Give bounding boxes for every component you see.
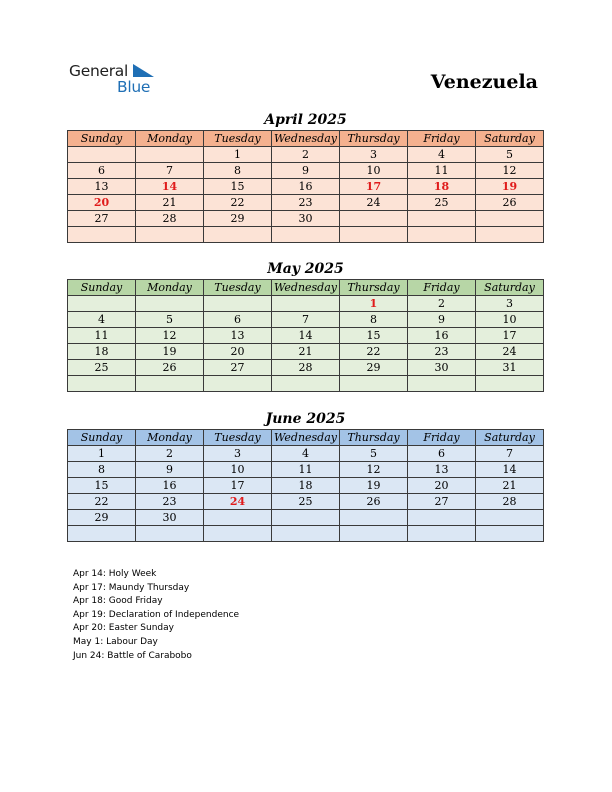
day-cell: 4 [408,147,476,163]
day-cell [136,227,204,243]
day-cell [476,510,544,526]
week-row [68,296,544,312]
day-cell: 20 [68,195,136,211]
day-cell: 17 [204,478,272,494]
day-cell: 23 [136,494,204,510]
week-row [68,494,544,510]
holiday-item: Apr 18: Good Friday [73,596,163,607]
day-cell: 25 [68,360,136,376]
day-cell: 28 [476,494,544,510]
day-cell: 6 [68,163,136,179]
day-cell: 14 [272,328,340,344]
weekday-header: Tuesday [204,131,272,147]
day-cell [476,211,544,227]
week-row [68,510,544,526]
weekday-header: Wednesday [272,131,340,147]
day-cell: 3 [340,147,408,163]
logo-text-general: General [69,62,128,80]
day-cell: 30 [272,211,340,227]
day-cell: 24 [204,494,272,510]
holiday-item: Apr 17: Maundy Thursday [73,582,190,593]
day-cell: 11 [408,163,476,179]
day-cell [340,211,408,227]
day-cell: 26 [340,494,408,510]
day-cell: 12 [136,328,204,344]
weekday-header: Wednesday [272,430,340,446]
day-cell: 2 [272,147,340,163]
month-grid [67,130,544,243]
day-cell: 7 [136,163,204,179]
day-cell [68,526,136,542]
day-cell [340,376,408,392]
day-cell: 14 [136,179,204,195]
day-cell: 8 [204,163,272,179]
day-cell: 10 [476,312,544,328]
day-cell [272,526,340,542]
day-cell: 30 [408,360,476,376]
day-cell: 15 [340,328,408,344]
day-cell: 21 [272,344,340,360]
day-cell: 5 [136,312,204,328]
day-cell [272,510,340,526]
month-may [67,259,544,392]
day-cell: 12 [476,163,544,179]
day-cell [408,510,476,526]
holiday-item: May 1: Labour Day [73,636,158,647]
day-cell: 4 [272,446,340,462]
day-cell [340,526,408,542]
day-cell: 8 [340,312,408,328]
day-cell [408,376,476,392]
day-cell: 29 [340,360,408,376]
country-title: Venezuela [430,71,538,93]
day-cell: 20 [408,478,476,494]
day-cell [136,296,204,312]
day-cell: 5 [340,446,408,462]
week-row [68,526,544,542]
day-cell: 15 [68,478,136,494]
day-cell [408,227,476,243]
day-cell: 10 [204,462,272,478]
weekday-header: Sunday [68,280,136,296]
day-cell: 28 [272,360,340,376]
day-cell [408,211,476,227]
day-cell: 20 [204,344,272,360]
day-cell [204,376,272,392]
day-cell [68,296,136,312]
day-cell: 17 [340,179,408,195]
weekday-header: Tuesday [204,280,272,296]
day-cell [272,296,340,312]
day-cell [204,526,272,542]
week-row [68,312,544,328]
week-row [68,211,544,227]
day-cell: 25 [272,494,340,510]
weekday-header: Friday [408,430,476,446]
holiday-item: Apr 14: Holy Week [73,569,157,579]
day-cell: 27 [68,211,136,227]
week-row [68,147,544,163]
generalblue-logo [69,62,159,96]
day-cell: 11 [68,328,136,344]
day-cell: 18 [408,179,476,195]
day-cell: 1 [68,446,136,462]
day-cell: 11 [272,462,340,478]
day-cell: 8 [68,462,136,478]
day-cell: 3 [204,446,272,462]
day-cell: 29 [68,510,136,526]
weekday-header: Thursday [340,280,408,296]
week-row [68,462,544,478]
day-cell: 6 [408,446,476,462]
day-cell [272,376,340,392]
weekday-header: Sunday [68,131,136,147]
day-cell: 9 [408,312,476,328]
day-cell: 1 [340,296,408,312]
day-cell: 10 [340,163,408,179]
weekday-header: Monday [136,280,204,296]
day-cell: 19 [136,344,204,360]
day-cell: 7 [476,446,544,462]
day-cell: 24 [340,195,408,211]
weekday-header: Friday [408,131,476,147]
week-row [68,227,544,243]
day-cell: 13 [68,179,136,195]
day-cell: 24 [476,344,544,360]
day-cell: 7 [272,312,340,328]
weekday-header: Saturday [476,280,544,296]
day-cell [68,147,136,163]
day-cell: 25 [408,195,476,211]
day-cell [136,526,204,542]
holiday-item: Jun 24: Battle of Carabobo [73,650,192,661]
day-cell: 27 [204,360,272,376]
day-cell: 14 [476,462,544,478]
day-cell: 13 [408,462,476,478]
day-cell [340,227,408,243]
day-cell: 5 [476,147,544,163]
day-cell: 15 [204,179,272,195]
day-cell: 23 [408,344,476,360]
day-cell: 30 [136,510,204,526]
day-cell [204,296,272,312]
day-cell: 16 [272,179,340,195]
day-cell: 23 [272,195,340,211]
month-april [67,110,544,243]
day-cell [136,147,204,163]
weekday-header: Saturday [476,131,544,147]
day-cell: 19 [340,478,408,494]
day-cell: 2 [408,296,476,312]
day-cell: 29 [204,211,272,227]
holiday-list [73,568,239,663]
day-cell: 2 [136,446,204,462]
day-cell [68,227,136,243]
day-cell: 26 [476,195,544,211]
day-cell [408,526,476,542]
weekday-header: Wednesday [272,280,340,296]
day-cell: 13 [204,328,272,344]
logo-text-blue: Blue [117,78,151,96]
day-cell: 17 [476,328,544,344]
week-row [68,328,544,344]
weekday-header: Tuesday [204,430,272,446]
weekday-header: Thursday [340,430,408,446]
day-cell: 12 [340,462,408,478]
weekday-header: Thursday [340,131,408,147]
day-cell [272,227,340,243]
week-row [68,446,544,462]
day-cell: 4 [68,312,136,328]
day-cell: 16 [136,478,204,494]
week-row [68,344,544,360]
week-row [68,376,544,392]
day-cell: 22 [204,195,272,211]
weekday-header: Sunday [68,430,136,446]
weekday-header: Monday [136,430,204,446]
day-cell [204,227,272,243]
day-cell [476,376,544,392]
holiday-item: Apr 19: Declaration of Independence [73,609,240,620]
day-cell: 26 [136,360,204,376]
day-cell: 1 [204,147,272,163]
weekday-header: Saturday [476,430,544,446]
day-cell [340,510,408,526]
day-cell [136,376,204,392]
day-cell: 28 [136,211,204,227]
day-cell: 18 [68,344,136,360]
month-title: April 2025 [264,112,347,128]
month-title: May 2025 [267,261,344,277]
day-cell: 21 [136,195,204,211]
day-cell: 22 [340,344,408,360]
day-cell: 18 [272,478,340,494]
day-cell: 22 [68,494,136,510]
month-grid [67,279,544,392]
logo-triangle-icon [133,64,155,78]
week-row [68,478,544,494]
day-cell: 19 [476,179,544,195]
day-cell: 21 [476,478,544,494]
week-row [68,163,544,179]
day-cell [476,227,544,243]
day-cell: 6 [204,312,272,328]
day-cell: 27 [408,494,476,510]
month-title: June 2025 [265,411,346,427]
day-cell: 3 [476,296,544,312]
day-cell: 16 [408,328,476,344]
month-grid [67,429,544,542]
day-cell: 31 [476,360,544,376]
day-cell [204,510,272,526]
month-june [67,409,544,542]
holiday-item: Apr 20: Easter Sunday [73,623,174,634]
week-row [68,179,544,195]
weekday-header: Monday [136,131,204,147]
day-cell [476,526,544,542]
day-cell [68,376,136,392]
day-cell: 9 [136,462,204,478]
day-cell: 9 [272,163,340,179]
week-row [68,195,544,211]
weekday-header: Friday [408,280,476,296]
week-row [68,360,544,376]
